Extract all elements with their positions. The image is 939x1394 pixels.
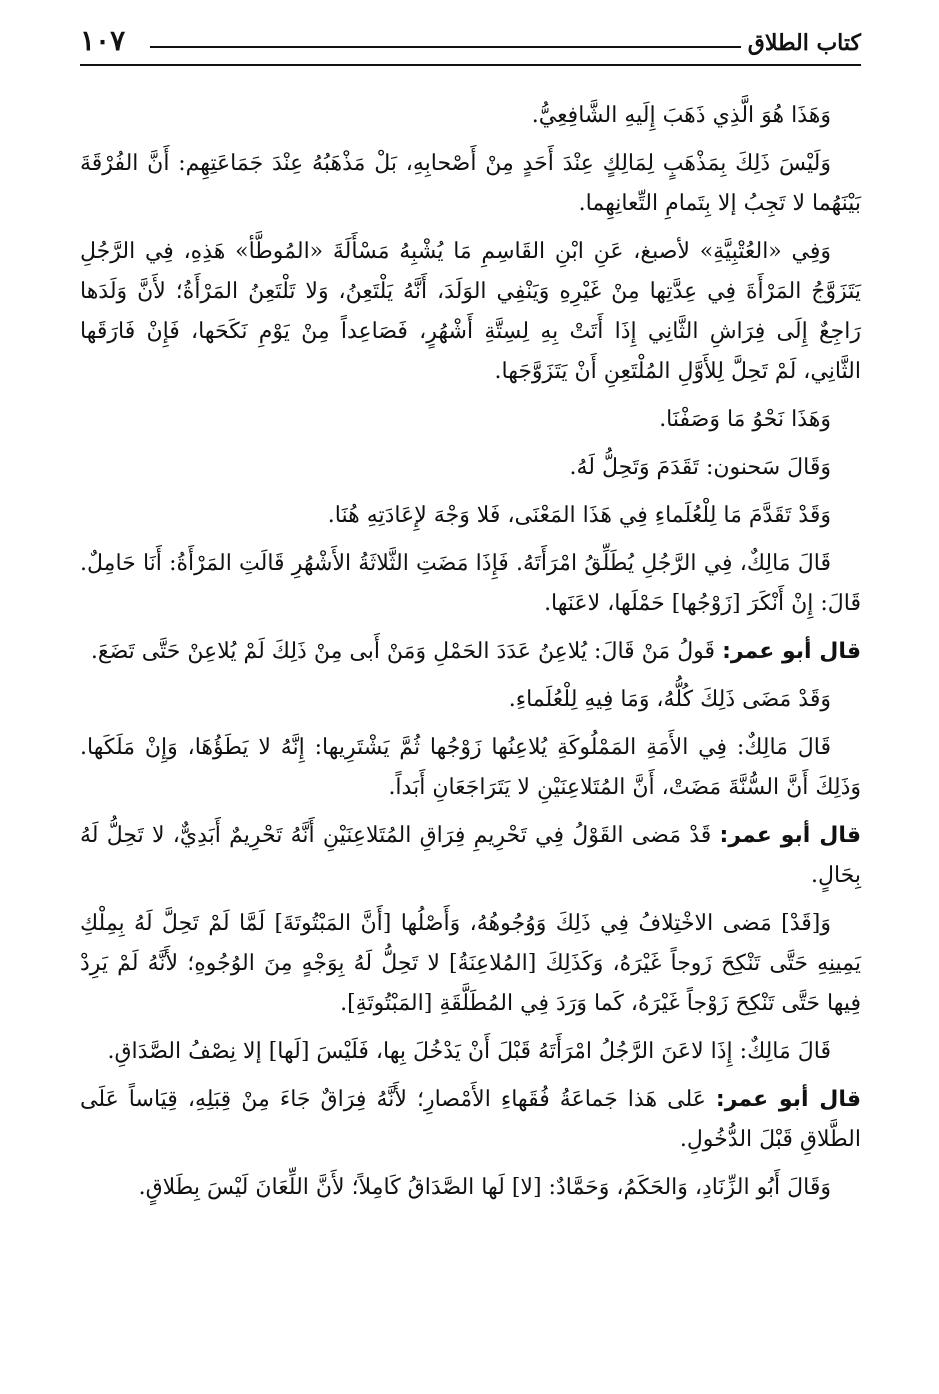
speaker-label: قال أبو عمر: (715, 1087, 861, 1112)
paragraph (80, 232, 861, 392)
header-rule (150, 46, 741, 48)
running-head (80, 22, 861, 66)
paragraph-text: وَقَالَ سَحنون: تَقَدَمَ وَتَحِلُّ لَهُ. (569, 455, 831, 480)
paragraph-text: قَالَ مَالِكٌ: فِي الأَمَةِ المَمْلُوكَةِ يُلاعِنُها زَوْجُها ثُمَّ يَشْتَرِيها: إِنَّهُ لا يَطَؤُهَا، وَإِنْ مَلَكَها. وَذَلِكَ أَنَّ السُّنَّةَ مَضَتْ، أَنَّ المُتَلاعِنَيْنِ لا يَتَرَاجَعَانِ أَبَداً. (80, 735, 861, 800)
paragraph (80, 632, 861, 672)
page-number: ١٠٧ (80, 24, 126, 57)
paragraph-text: وَفِي «العُتْبِيَّةِ» لأصبغ، عَنِ ابْنِ القَاسِمِ مَا يُشْبِهُ مَسْأَلَةَ «المُوطَّأ» هَذِهِ، فِي الرَّجُلِ يَتَزَوَّجُ المَرْأَةَ فِي عِدَّتِها مِنْ غَيْرِهِ وَيَنْفِي الوَلَدَ، أَنَّهُ يَلْتَعِنُ، وَلا تَلْتَعِنُ المَرْأَةُ؛ لأَنَّ وَلَدَها رَاجِعٌ إِلَى فِرَاشِ الثَّانِي إِذَا أَتَتْ بِهِ لِسِتَّةِ أَشْهُرٍ، فَصَاعِداً مِنْ يَوْمِ نَكَحَها، فَإِنْ فَارَقَها الثَّانِي، لَمْ تَحِلَّ لِلأَوَّلِ المُلْتَعِنِ أَنْ يَتَزَوَّجَها. (80, 239, 861, 384)
paragraph (80, 544, 861, 624)
paragraph (80, 1032, 861, 1072)
paragraph-text: وَقَدْ مَضَى ذَلِكَ كُلُّهُ، وَمَا فِيهِ لِلْعُلَماءِ. (508, 687, 831, 712)
header-underline (80, 64, 861, 66)
paragraph (80, 400, 861, 440)
book-title: كتاب الطلاق (747, 30, 861, 56)
paragraph (80, 96, 861, 136)
paragraph-text: قَالَ مَالِكٌ: إِذَا لاعَنَ الرَّجُلُ امْرَأَتَهُ قَبْلَ أَنْ يَدْخُلَ بِها، فَلَيْسَ [لَها] إلا نِصْفُ الصَّدَاقِ. (107, 1039, 831, 1064)
paragraph (80, 496, 861, 536)
paragraph (80, 1168, 861, 1208)
body-text (80, 96, 861, 1216)
paragraph (80, 144, 861, 224)
paragraph (80, 680, 861, 720)
paragraph (80, 1080, 861, 1160)
paragraph (80, 448, 861, 488)
paragraph-text: وَقَالَ أَبُو الزِّنَادِ، وَالحَكَمُ، وَحَمَّادٌ: [لا] لَها الصَّدَاقُ كَامِلاً؛ لأَنَّ اللِّعَانَ لَيْسَ بِطَلاقٍ. (138, 1175, 831, 1200)
paragraph-text: وَقَدْ تَقَدَّمَ مَا لِلْعُلَماءِ فِي هَذَا المَعْنَى، فَلا وَجْهَ لإِعَادَتِهِ هُنَا. (327, 503, 831, 528)
paragraph (80, 816, 861, 896)
paragraph-text: وَ[قَدْ] مَضى الاخْتِلافُ فِي ذَلِكَ وَوُجُوهُهُ، وَأَصْلُها [أَنَّ المَبْتُوتَةَ] لَمَّا لَمْ تَحِلَّ لَهُ بِمِلْكِ يَمِينِهِ حَتَّى تَنْكِحَ زَوجاً غَيْرَهُ، وَكَذَلِكَ [المُلاعِنَةُ] لا تَحِلُّ لَهُ بِوَجْهٍ مِنَ الوُجُوهِ؛ لأَنَّهُ لَمْ يَرِدْ فِيها حَتَّى تَنْكِحَ زَوْجاً غَيْرَهُ، كَما وَرَدَ فِي المُطَلَّقَةِ [المَبْتُوتَةِ]. (80, 911, 861, 1016)
paragraph-text: وَهَذَا نَحْوُ مَا وَصَفْنَا. (659, 407, 831, 432)
paragraph-text: قَدْ مَضى القَوْلُ فِي تَحْرِيمِ فِرَاقِ المُتَلاعِنَيْنِ أَنَّهُ تَحْرِيمٌ أَبَدِيٌّ، لا تَحِلُّ لَهُ بِحَالٍ. (80, 823, 861, 888)
paragraph-text: قَالَ مَالِكٌ، فِي الرَّجُلِ يُطَلِّقُ امْرَأَتَهُ. فَإِذَا مَضَتِ الثَّلاثَةُ الأَشْهُرِ قَالَتِ المَرْأَةُ: أَنَا حَامِلٌ. قَالَ: إِنْ أَنْكَرَ [زَوْجُها] حَمْلَها، لاعَنَها. (80, 551, 861, 616)
speaker-label: قال أبو عمر: (722, 639, 861, 664)
paragraph (80, 904, 861, 1024)
paragraph-text: عَلى هَذا جَماعَةُ فُقَهاءِ الأَمْصارِ؛ لأَنَّهُ فِرَاقٌ جَاءَ مِنْ قِبَلِهِ، قِيَاساً عَلَى الطَّلاقِ قَبْلَ الدُّخُولِ. (80, 1087, 861, 1152)
speaker-label: قال أبو عمر: (719, 823, 861, 848)
paragraph-text: وَهَذَا هُوَ الَّذِي ذَهَبَ إِلَيهِ الشَّافِعِيُّ. (531, 103, 831, 128)
paragraph-text: وَلَيْسَ ذَلِكَ بِمَذْهَبٍ لِمَالِكٍ عِنْدَ أَحَدٍ مِنْ أَصْحابِهِ، بَلْ مَذْهَبُهُ عِنْدَ جَمَاعَتِهِم: أَنَّ الفُرْقَةَ بَيْنَهُما لا تَجِبُ إلا بِتَمامِ التِّعانِهِما. (80, 151, 861, 216)
paragraph-text: قَولُ مَنْ قَالَ: يُلاعِنُ عَدَدَ الحَمْلِ وَمَنْ أَبى مِنْ ذَلِكَ لَمْ يُلاعِنْ حَتَّى تَضَعَ. (90, 639, 716, 664)
paragraph (80, 728, 861, 808)
